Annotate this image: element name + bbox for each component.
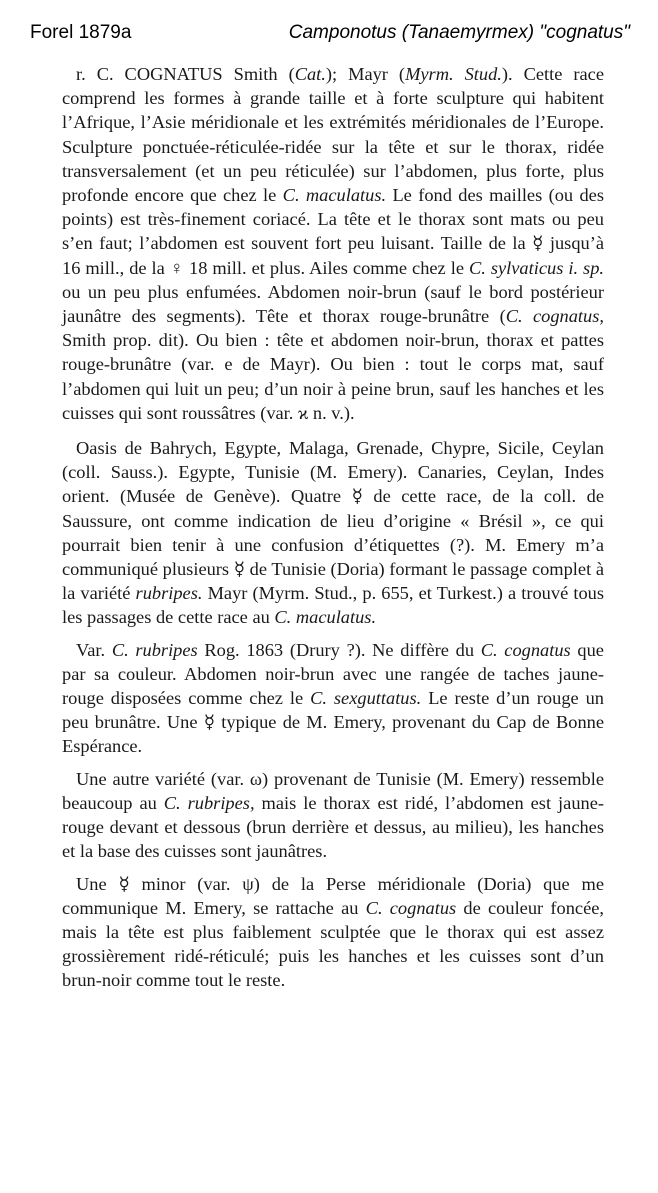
text-run: Mayr (Myrm. Stud., p. 655, et Turkest.) a trouvé tous les passages de cette race au (62, 583, 605, 628)
text-run: ); Mayr ( (325, 64, 406, 84)
page-header (30, 22, 630, 52)
italic-run: Myrm. Stud. (405, 64, 502, 84)
text-run: mais le thorax est ridé, l’abdomen est jaune-rouge devant et dessous (brun derrière et dessus, au milieu), les hanches et la base des cuisses sont jaunâtres. (62, 792, 604, 862)
paragraph-var-psi (62, 872, 604, 993)
italic-run: rubripes. (135, 583, 203, 604)
text-run: Rog. 1863 (Drury ?). Ne diffère du (197, 639, 481, 660)
italic-run: C. sylvaticus i. sp. (468, 257, 605, 278)
paragraph-description (62, 62, 604, 425)
text-run: ou un peu plus enfumées. Abdomen noir-brun (sauf le bord postérieur jaunâtre des segments). Tête et thorax rouge-brunâtre ( (62, 281, 604, 327)
text-run: Smith prop. dit). Ou bien : tête et abdomen noir-brun, thorax et pattes rouge-brunâtre (var. e de Mayr). Ou bien : tout le corps mat, sauf l’abdomen qui luit un peu; d’un noir à peine brun, sauf les hanches et les cuisses qui sont roussâtres (var. ϰ n. v.). (62, 330, 604, 423)
italic-run: C. cognatus, (505, 306, 604, 327)
text-run: de couleur foncée, mais la tête est plus faiblement sculptée que le thorax qui est assez grossièrement ridé-réticulé; puis les hanches et les cuisses sont d’un brun-noir comme tout le reste. (62, 897, 604, 991)
text-run: Une ☿ minor (var. ψ) de la Perse méridionale (Doria) que me communique M. Emery, se rattache au (62, 873, 604, 918)
text-run: Le reste d’un rouge un peu brunâtre. Une ☿ typique de M. Emery, provenant du Cap de Bonne Espérance. (62, 688, 605, 757)
text-run: Var. (76, 639, 112, 660)
header-citation: Forel 1879a (30, 22, 132, 43)
italic-run: C. sexguttatus. (310, 688, 422, 709)
italic-run: C. cognatus (480, 639, 571, 660)
paragraph-distribution (62, 436, 604, 630)
italic-run: C. maculatus. (282, 185, 387, 206)
text-run: Une autre variété (var. ω) provenant de Tunisie (M. Emery) ressemble beaucoup au (62, 768, 604, 813)
paragraph-var-rubripes (62, 638, 604, 759)
page-body (62, 62, 604, 993)
text-run: ). Cette race comprend les formes à grande taille et à forte sculpture qui habitent l’Afrique, l’Asie méridionale et les extrémités méridionales de l’Europe. Sculpture ponctuée-réticulée-ridée sur la tête et sur le thorax, ridée transversalement (et un peu réticulée) sur l’abdomen, plus forte, plus profonde encore que chez le (62, 64, 604, 206)
text-run: r. C. COGNATUS Smith ( (76, 64, 295, 84)
text-run: que par sa couleur. Abdomen noir-brun avec une rangée de taches jaune-rouge disposées comme chez le (62, 639, 604, 709)
text-run: Le fond des mailles (ou des points) est très-finement coriacé. La tête et le thorax sont mats ou peu s’en faut; l’abdomen est souvent fort peu luisant. Taille de la ☿ jusqu’à 16 mill., de la ♀ 18 mill. et plus. Ailes comme chez le (62, 185, 604, 278)
paragraph-var-omega (62, 767, 604, 864)
italic-run: Cat. (294, 64, 326, 84)
italic-run: C. rubripes, (163, 792, 255, 813)
italic-run: C. rubripes (111, 639, 198, 660)
text-run: Oasis de Bahrych, Egypte, Malaga, Grenade, Chypre, Sicile, Ceylan (coll. Sauss.). Egypte, Tunisie (M. Emery). Canaries, Ceylan, Indes orient. (Musée de Genève). Quatre ☿ de cette race, de la coll. de Saussure, ont comme indication de lieu d’origine « Brésil », ce qui pourrait bien tenir à une confusion d’étiquettes (?). M. Emery m’a communiqué plusieurs ☿ de Tunisie (Doria) formant le passage complet à la variété (62, 438, 604, 604)
italic-run: C. cognatus (365, 897, 457, 918)
header-taxon: Camponotus (Tanaemyrmex) "cognatus" (288, 22, 630, 43)
italic-run: C. maculatus. (274, 607, 377, 628)
